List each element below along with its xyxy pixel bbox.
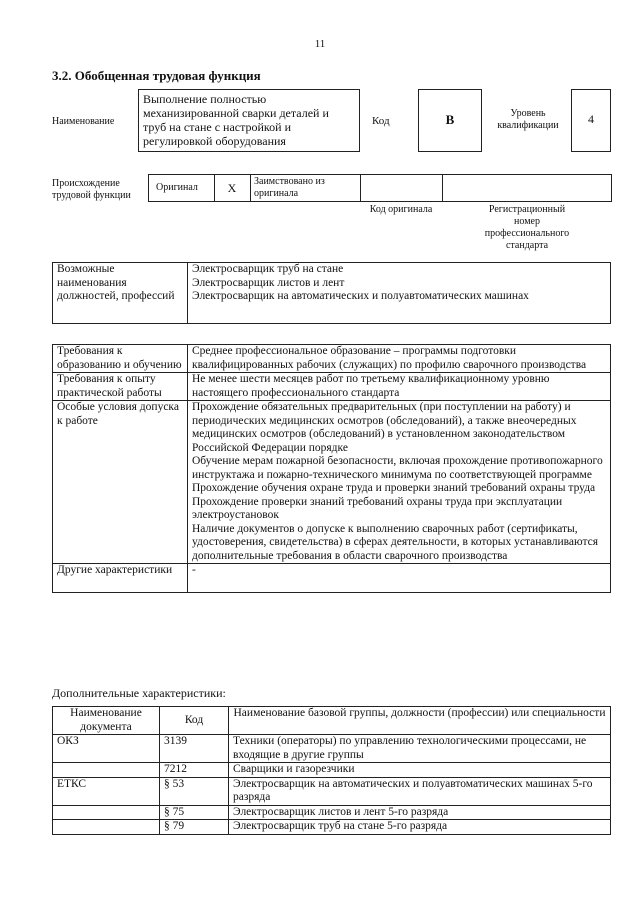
requirements-table xyxy=(52,344,611,593)
list-item: Не менее шести месяцев работ по третьему квалификационному уровню настоящего профессионального стандарта xyxy=(192,373,550,399)
function-name-box xyxy=(138,89,360,152)
reg-number-caption: Регистрационный номер профессионального стандарта xyxy=(484,204,570,251)
column-header: Код xyxy=(160,707,229,735)
table-row xyxy=(53,735,611,763)
name-cell: Техники (операторы) по управлению технологическими процессами, не входящие в другие группы xyxy=(229,735,611,763)
origin-divider xyxy=(148,174,149,202)
requirement-label: Требования к опыту практической работы xyxy=(53,373,188,401)
doc-cell xyxy=(53,763,160,778)
code-value: B xyxy=(445,112,455,127)
table-row xyxy=(53,401,611,564)
table-row xyxy=(53,820,611,835)
table-row xyxy=(53,763,611,778)
name-cell: Электросварщик труб на стане 5-го разряда xyxy=(229,820,611,835)
code-cell: 3139 xyxy=(160,735,229,763)
original-label: Оригинал xyxy=(156,182,198,193)
column-header: Наименование документа xyxy=(53,707,160,735)
list-item: Электросварщик труб на стане xyxy=(192,263,344,275)
doc-cell: ЕТКС xyxy=(53,777,160,805)
code-label: Код xyxy=(372,115,390,127)
requirement-label: Требования к образованию и обучению xyxy=(53,345,188,373)
level-value: 4 xyxy=(588,112,594,126)
origin-divider xyxy=(360,174,361,202)
list-item: Прохождение обучения охране труда и проверки знаний требований охраны труда xyxy=(192,482,596,494)
name-cell: Электросварщик листов и лент 5-го разряда xyxy=(229,805,611,820)
origin-divider xyxy=(611,174,612,202)
origin-divider xyxy=(250,174,251,202)
origin-label: Происхождение трудовой функции xyxy=(52,178,131,201)
borrowed-label: Заимствовано из оригинала xyxy=(254,176,325,199)
code-cell: § 53 xyxy=(160,777,229,805)
requirement-value xyxy=(188,401,611,564)
table-row xyxy=(53,263,611,324)
origin-divider xyxy=(214,174,215,202)
list-item: Электросварщик листов и лент xyxy=(192,276,345,289)
list-item: Прохождение обязательных предварительных (при поступлении на работу) и периодических медицинских осмотров (обследований), а также внеочередных медицинских осмотров (обследований) в установленном законодательством Российской Федерации порядке xyxy=(192,401,577,454)
table-row xyxy=(53,777,611,805)
doc-cell xyxy=(53,820,160,835)
positions-label: Возможные наименования должностей, профессий xyxy=(53,263,188,324)
code-cell: § 79 xyxy=(160,820,229,835)
code-cell: 7212 xyxy=(160,763,229,778)
additional-table xyxy=(52,706,611,835)
requirement-value xyxy=(188,345,611,373)
requirement-value xyxy=(188,564,611,593)
section-title: 3.2. Обобщенная трудовая функция xyxy=(52,68,261,83)
requirement-value xyxy=(188,373,611,401)
name-label: Наименование xyxy=(52,116,115,127)
column-header: Наименование базовой группы, должности (профессии) или специальности xyxy=(229,707,611,735)
additional-title: Дополнительные характеристики: xyxy=(52,686,226,700)
origin-bottom-line xyxy=(148,201,611,202)
page-number: 11 xyxy=(314,38,326,50)
name-cell: Электросварщик на автоматических и полуавтоматических машинах 5-го разряда xyxy=(229,777,611,805)
function-name-value: Выполнение полностью механизированной сварки деталей и труб на стане с настройкой и регулировкой оборудования xyxy=(143,92,329,148)
code-box xyxy=(418,89,482,152)
doc-cell xyxy=(53,805,160,820)
list-item: Прохождение проверки знаний требований охраны труда при эксплуатации электроустановок xyxy=(192,495,563,521)
table-row xyxy=(53,707,611,735)
list-item: Среднее профессиональное образование – программы подготовки квалифицированных рабочих (служащих) по профилю сварочного производства xyxy=(192,345,587,371)
original-mark: X xyxy=(227,181,237,195)
table-row xyxy=(53,564,611,593)
doc-cell: ОКЗ xyxy=(53,735,160,763)
code-cell: § 75 xyxy=(160,805,229,820)
list-item: Наличие документов о допуске к выполнению сварочных работ (сертификаты, удостоверения, свидетельства) в сферах деятельности, в которых устанавливаются дополнительные требования в области сварочного производства xyxy=(192,522,599,562)
level-box xyxy=(571,89,611,152)
original-code-caption: Код оригинала xyxy=(369,204,433,215)
list-item: Обучение мерам пожарной безопасности, включая прохождение противопожарного инструктажа и пожарно-технического минимума по соответствующей программе xyxy=(192,455,603,481)
requirement-label: Другие характеристики xyxy=(53,564,188,593)
list-item: Электросварщик на автоматических и полуавтоматических машинах xyxy=(192,290,529,302)
table-row xyxy=(53,345,611,373)
level-label: Уровень квалификации xyxy=(497,108,559,131)
table-row xyxy=(53,373,611,401)
requirement-label: Особые условия допуска к работе xyxy=(53,401,188,564)
table-row xyxy=(53,805,611,820)
name-cell: Сварщики и газорезчики xyxy=(229,763,611,778)
positions-values xyxy=(188,263,611,324)
origin-divider xyxy=(442,174,443,202)
positions-table xyxy=(52,262,611,324)
list-item: - xyxy=(192,564,196,576)
